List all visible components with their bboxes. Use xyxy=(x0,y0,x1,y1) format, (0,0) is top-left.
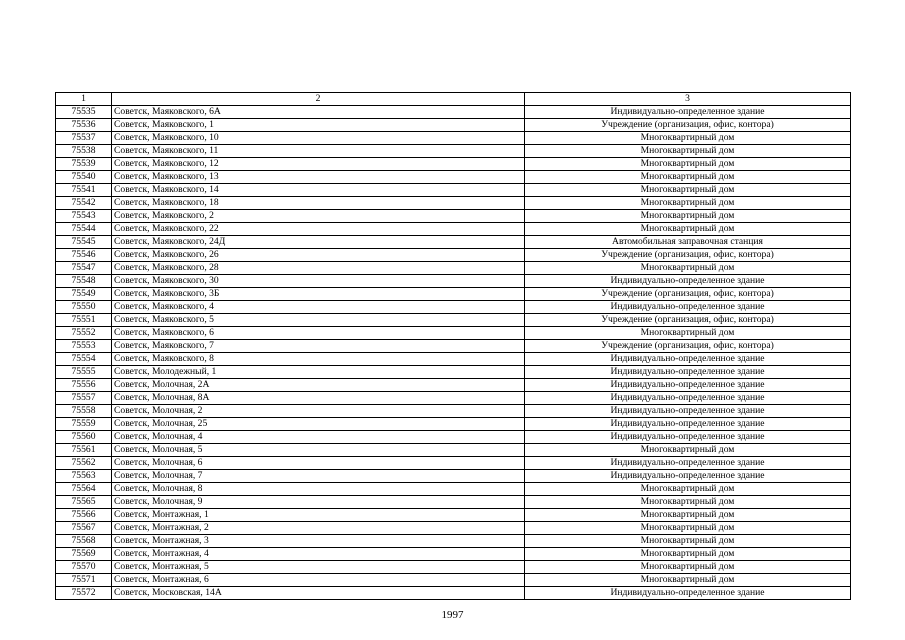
address-cell: Советск, Маяковского, 28 xyxy=(112,262,525,275)
object-type-cell: Многоквартирный дом xyxy=(525,171,851,184)
address-cell: Советск, Молочная, 2 xyxy=(112,405,525,418)
record-number-cell: 75558 xyxy=(56,405,112,418)
object-type-cell: Многоквартирный дом xyxy=(525,548,851,561)
address-cell: Советск, Молочная, 9 xyxy=(112,496,525,509)
address-table xyxy=(55,92,851,600)
object-type-cell: Индивидуально-определенное здание xyxy=(525,366,851,379)
record-number-cell: 75536 xyxy=(56,119,112,132)
address-cell: Советск, Маяковского, 10 xyxy=(112,132,525,145)
table-row xyxy=(56,210,851,223)
record-number-cell: 75545 xyxy=(56,236,112,249)
record-number-cell: 75549 xyxy=(56,288,112,301)
object-type-cell: Многоквартирный дом xyxy=(525,210,851,223)
address-cell: Советск, Монтажная, 1 xyxy=(112,509,525,522)
object-type-cell: Многоквартирный дом xyxy=(525,184,851,197)
address-cell: Советск, Молочная, 5 xyxy=(112,444,525,457)
table-row xyxy=(56,483,851,496)
address-cell: Советск, Монтажная, 3 xyxy=(112,535,525,548)
record-number-cell: 75538 xyxy=(56,145,112,158)
record-number-cell: 75544 xyxy=(56,223,112,236)
table-row xyxy=(56,340,851,353)
object-type-cell: Учреждение (организация, офис, контора) xyxy=(525,314,851,327)
record-number-cell: 75562 xyxy=(56,457,112,470)
address-cell: Советск, Маяковского, 6 xyxy=(112,327,525,340)
record-number-cell: 75561 xyxy=(56,444,112,457)
record-number-cell: 75552 xyxy=(56,327,112,340)
record-number-cell: 75551 xyxy=(56,314,112,327)
record-number-cell: 75570 xyxy=(56,561,112,574)
table-row xyxy=(56,418,851,431)
address-cell: Советск, Маяковского, 11 xyxy=(112,145,525,158)
table-row xyxy=(56,587,851,600)
object-type-cell: Многоквартирный дом xyxy=(525,509,851,522)
record-number-cell: 75535 xyxy=(56,106,112,119)
record-number-cell: 75560 xyxy=(56,431,112,444)
table-row xyxy=(56,119,851,132)
address-cell: Советск, Маяковского, 13 xyxy=(112,171,525,184)
table-row xyxy=(56,496,851,509)
record-number-cell: 75569 xyxy=(56,548,112,561)
object-type-cell: Индивидуально-определенное здание xyxy=(525,457,851,470)
record-number-cell: 75548 xyxy=(56,275,112,288)
table-row xyxy=(56,548,851,561)
address-cell: Советск, Молочная, 7 xyxy=(112,470,525,483)
address-cell: Советск, Монтажная, 6 xyxy=(112,574,525,587)
table-row xyxy=(56,275,851,288)
record-number-cell: 75539 xyxy=(56,158,112,171)
object-type-cell: Учреждение (организация, офис, контора) xyxy=(525,119,851,132)
column-header-1: 1 xyxy=(56,93,112,106)
address-cell: Советск, Монтажная, 2 xyxy=(112,522,525,535)
object-type-cell: Индивидуально-определенное здание xyxy=(525,405,851,418)
address-cell: Советск, Маяковского, 2 xyxy=(112,210,525,223)
record-number-cell: 75566 xyxy=(56,509,112,522)
table-row xyxy=(56,314,851,327)
object-type-cell: Индивидуально-определенное здание xyxy=(525,418,851,431)
table-row xyxy=(56,197,851,210)
table-row xyxy=(56,249,851,262)
address-cell: Советск, Монтажная, 4 xyxy=(112,548,525,561)
record-number-cell: 75571 xyxy=(56,574,112,587)
address-cell: Советск, Маяковского, 22 xyxy=(112,223,525,236)
table-row xyxy=(56,288,851,301)
address-cell: Советск, Молочная, 25 xyxy=(112,418,525,431)
table-row xyxy=(56,184,851,197)
object-type-cell: Многоквартирный дом xyxy=(525,574,851,587)
address-cell: Советск, Маяковского, 14 xyxy=(112,184,525,197)
record-number-cell: 75557 xyxy=(56,392,112,405)
object-type-cell: Индивидуально-определенное здание xyxy=(525,392,851,405)
table-row xyxy=(56,171,851,184)
address-cell: Советск, Московская, 14А xyxy=(112,587,525,600)
table-row xyxy=(56,145,851,158)
record-number-cell: 75547 xyxy=(56,262,112,275)
header-row xyxy=(56,93,851,106)
record-number-cell: 75554 xyxy=(56,353,112,366)
object-type-cell: Индивидуально-определенное здание xyxy=(525,431,851,444)
table-row xyxy=(56,301,851,314)
column-header-3: 3 xyxy=(525,93,851,106)
address-cell: Советск, Маяковского, 18 xyxy=(112,197,525,210)
table-row xyxy=(56,392,851,405)
object-type-cell: Индивидуально-определенное здание xyxy=(525,587,851,600)
object-type-cell: Многоквартирный дом xyxy=(525,561,851,574)
address-cell: Советск, Молочная, 6 xyxy=(112,457,525,470)
table-row xyxy=(56,158,851,171)
table-row xyxy=(56,236,851,249)
table-row xyxy=(56,509,851,522)
object-type-cell: Многоквартирный дом xyxy=(525,262,851,275)
object-type-cell: Автомобильная заправочная станция xyxy=(525,236,851,249)
address-cell: Советск, Молочная, 4 xyxy=(112,431,525,444)
table-row xyxy=(56,327,851,340)
address-cell: Советск, Маяковского, 26 xyxy=(112,249,525,262)
object-type-cell: Многоквартирный дом xyxy=(525,522,851,535)
table-row xyxy=(56,522,851,535)
address-cell: Советск, Молочная, 2А xyxy=(112,379,525,392)
address-cell: Советск, Маяковского, 30 xyxy=(112,275,525,288)
address-cell: Советск, Маяковского, 1 xyxy=(112,119,525,132)
record-number-cell: 75568 xyxy=(56,535,112,548)
table-body xyxy=(56,106,851,600)
page-number: 1997 xyxy=(441,609,464,621)
table-row xyxy=(56,431,851,444)
record-number-cell: 75572 xyxy=(56,587,112,600)
table-row xyxy=(56,405,851,418)
record-number-cell: 75550 xyxy=(56,301,112,314)
address-cell: Советск, Маяковского, 24Д xyxy=(112,236,525,249)
object-type-cell: Многоквартирный дом xyxy=(525,145,851,158)
table-row xyxy=(56,561,851,574)
address-cell: Советск, Молочная, 8 xyxy=(112,483,525,496)
object-type-cell: Многоквартирный дом xyxy=(525,444,851,457)
table-row xyxy=(56,353,851,366)
address-cell: Советск, Маяковского, 12 xyxy=(112,158,525,171)
address-cell: Советск, Маяковского, 7 xyxy=(112,340,525,353)
object-type-cell: Индивидуально-определенное здание xyxy=(525,470,851,483)
address-cell: Советск, Молодежный, 1 xyxy=(112,366,525,379)
object-type-cell: Многоквартирный дом xyxy=(525,483,851,496)
object-type-cell: Многоквартирный дом xyxy=(525,496,851,509)
address-cell: Советск, Маяковского, 6А xyxy=(112,106,525,119)
table-row xyxy=(56,574,851,587)
record-number-cell: 75540 xyxy=(56,171,112,184)
object-type-cell: Многоквартирный дом xyxy=(525,197,851,210)
address-cell: Советск, Маяковского, 8 xyxy=(112,353,525,366)
record-number-cell: 75567 xyxy=(56,522,112,535)
table-row xyxy=(56,366,851,379)
object-type-cell: Индивидуально-определенное здание xyxy=(525,301,851,314)
record-number-cell: 75559 xyxy=(56,418,112,431)
table-row xyxy=(56,132,851,145)
object-type-cell: Многоквартирный дом xyxy=(525,327,851,340)
object-type-cell: Учреждение (организация, офис, контора) xyxy=(525,249,851,262)
object-type-cell: Индивидуально-определенное здание xyxy=(525,353,851,366)
record-number-cell: 75563 xyxy=(56,470,112,483)
address-cell: Советск, Маяковского, 3Б xyxy=(112,288,525,301)
address-cell: Советск, Маяковского, 5 xyxy=(112,314,525,327)
record-number-cell: 75542 xyxy=(56,197,112,210)
object-type-cell: Многоквартирный дом xyxy=(525,158,851,171)
object-type-cell: Индивидуально-определенное здание xyxy=(525,275,851,288)
record-number-cell: 75543 xyxy=(56,210,112,223)
object-type-cell: Индивидуально-определенное здание xyxy=(525,106,851,119)
table-row xyxy=(56,444,851,457)
address-cell: Советск, Молочная, 8А xyxy=(112,392,525,405)
object-type-cell: Многоквартирный дом xyxy=(525,223,851,236)
object-type-cell: Многоквартирный дом xyxy=(525,535,851,548)
column-header-2: 2 xyxy=(112,93,525,106)
record-number-cell: 75541 xyxy=(56,184,112,197)
record-number-cell: 75555 xyxy=(56,366,112,379)
address-cell: Советск, Монтажная, 5 xyxy=(112,561,525,574)
object-type-cell: Индивидуально-определенное здание xyxy=(525,379,851,392)
record-number-cell: 75565 xyxy=(56,496,112,509)
record-number-cell: 75537 xyxy=(56,132,112,145)
table-row xyxy=(56,457,851,470)
table-row xyxy=(56,535,851,548)
table-row xyxy=(56,470,851,483)
table-row xyxy=(56,106,851,119)
record-number-cell: 75546 xyxy=(56,249,112,262)
object-type-cell: Учреждение (организация, офис, контора) xyxy=(525,288,851,301)
record-number-cell: 75564 xyxy=(56,483,112,496)
table-row xyxy=(56,223,851,236)
record-number-cell: 75556 xyxy=(56,379,112,392)
object-type-cell: Многоквартирный дом xyxy=(525,132,851,145)
table-row xyxy=(56,262,851,275)
record-number-cell: 75553 xyxy=(56,340,112,353)
address-cell: Советск, Маяковского, 4 xyxy=(112,301,525,314)
object-type-cell: Учреждение (организация, офис, контора) xyxy=(525,340,851,353)
table-row xyxy=(56,379,851,392)
